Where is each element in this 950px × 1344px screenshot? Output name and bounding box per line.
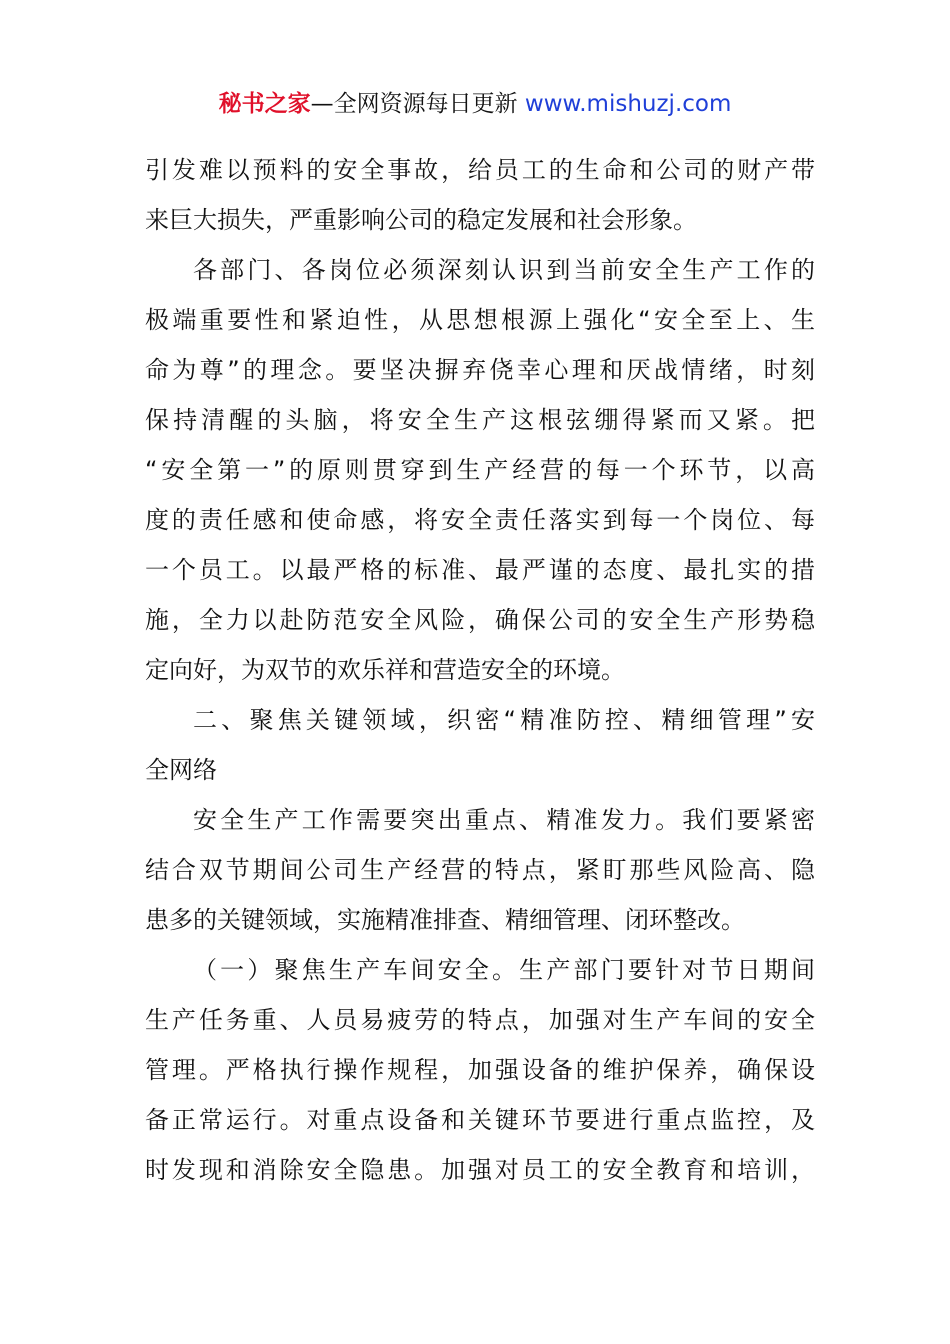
section-heading: 二、聚焦关键领域，织密“精准防控、精细管理”安 (193, 706, 815, 734)
text-line: 生产任务重、人员易疲劳的特点，加强对生产车间的安全 (145, 1006, 815, 1034)
site-brand: 秘书之家 (218, 91, 311, 117)
section-heading: 全网络 (145, 756, 217, 784)
document-body (145, 145, 815, 1195)
text-line: “安全第一”的原则贯穿到生产经营的每一个环节，以高 (145, 456, 815, 484)
text-line: 结合双节期间公司生产经营的特点，紧盯那些风险高、隐 (145, 856, 815, 884)
site-tagline: —全网资源每日更新 (310, 91, 525, 117)
text-line: 患多的关键领域，实施精准排查、精细管理、闭环整改。 (145, 906, 745, 934)
text-line: 引发难以预料的安全事故，给员工的生命和公司的财产带 (145, 156, 815, 184)
text-line: 备正常运行。对重点设备和关键环节要进行重点监控，及 (145, 1106, 815, 1134)
text-line: 极端重要性和紧迫性，从思想根源上强化“安全至上、生 (145, 306, 815, 334)
text-line: 来巨大损失，严重影响公司的稳定发展和社会形象。 (145, 206, 697, 234)
text-line: 安全生产工作需要突出重点、精准发力。我们要紧密 (193, 806, 815, 834)
text-line: 保持清醒的头脑，将安全生产这根弦绷得紧而又紧。把 (145, 406, 815, 434)
text-line: 命为尊”的理念。要坚决摒弃侥幸心理和厌战情绪，时刻 (145, 356, 815, 384)
page-header (0, 86, 950, 122)
text-line: 一个员工。以最严格的标准、最严谨的态度、最扎实的措 (145, 556, 815, 584)
text-line: 定向好，为双节的欢乐祥和营造安全的环境。 (145, 656, 625, 684)
text-line: 时发现和消除安全隐患。加强对员工的安全教育和培训， (145, 1156, 815, 1184)
text-line: 各部门、各岗位必须深刻认识到当前安全生产工作的 (193, 256, 815, 284)
text-line: 施，全力以赴防范安全风险，确保公司的安全生产形势稳 (145, 606, 815, 634)
site-url-link[interactable]: www.mishuzj.com (524, 91, 732, 117)
text-line: 管理。严格执行操作规程，加强设备的维护保养，确保设 (145, 1056, 815, 1084)
text-line: （一）聚焦生产车间安全。生产部门要针对节日期间 (193, 956, 815, 984)
text-line: 度的责任感和使命感，将安全责任落实到每一个岗位、每 (145, 506, 815, 534)
